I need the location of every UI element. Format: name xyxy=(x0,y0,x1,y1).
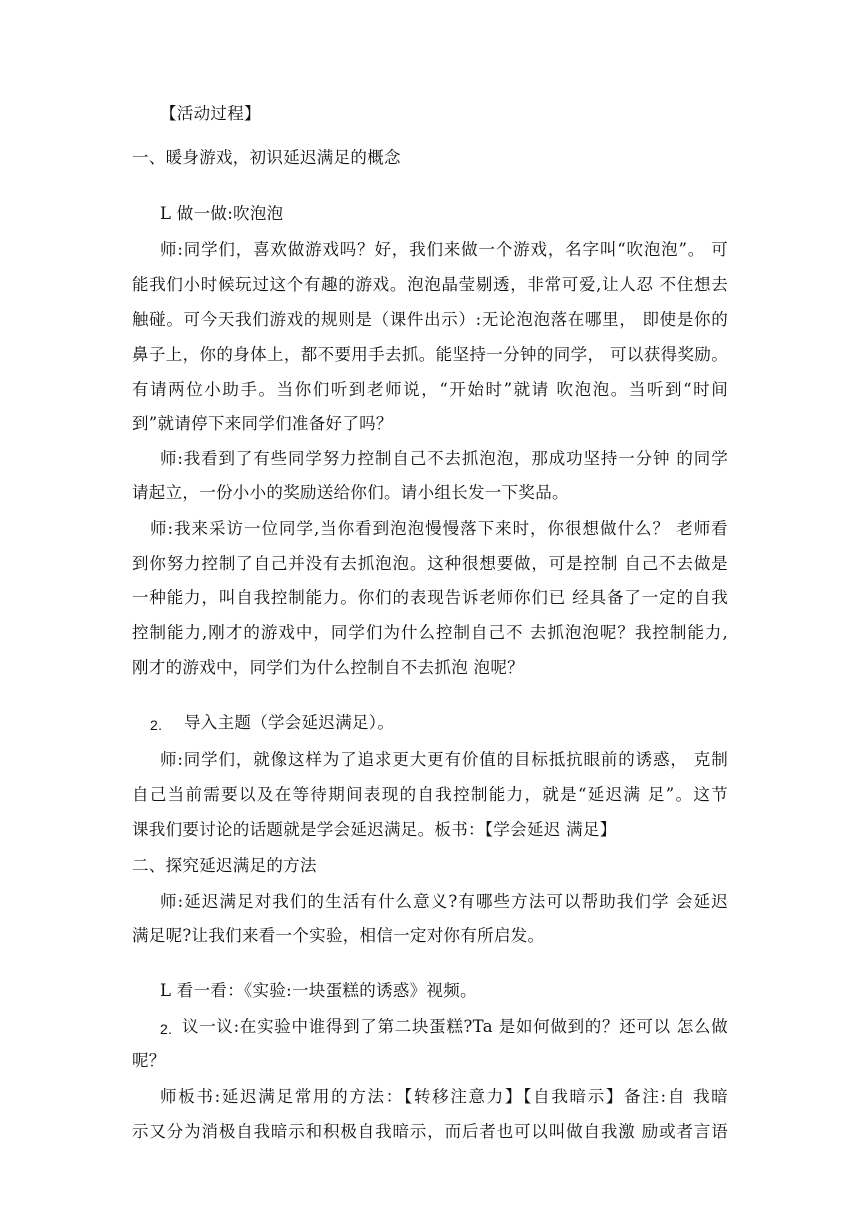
para1-line: 能我们小时候玩过这个有趣的游戏。泡泡晶莹剔透，非常可爱,让人忍 不住想去 xyxy=(132,275,728,294)
para5-line: 师:延迟满足对我们的生活有什么意义?有哪些方法可以帮助我们学 会延迟 xyxy=(160,892,728,911)
item-title-2: 导入主题（学会延迟满足）。 xyxy=(184,713,395,732)
para2-line: 师:我看到了有些同学努力控制自己不去抓泡泡，那成功坚持一分钟 的同学 xyxy=(160,449,728,468)
para3-line: 控制能力,刚才的游戏中，同学们为什么控制自己不 去抓泡泡呢？我控制能力, xyxy=(132,623,728,642)
para1-line: 鼻子上，你的身体上，都不要用手去抓。能坚持一分钟的同学， 可以获得奖励。 xyxy=(132,345,728,364)
para4-line: 课我们要讨论的话题就是学会延迟满足。板书：【学会延迟 满足】 xyxy=(132,820,617,839)
para4-line: 自己当前需要以及在等待期间表现的自我控制能力，就是“延迟满 足”。这节 xyxy=(132,785,728,804)
item-text-4-cont: 呢？ xyxy=(132,1051,166,1070)
para3-line: 一种能力，叫自我控制能力。你们的表现告诉老师你们已 经具备了一定的自我 xyxy=(132,588,728,607)
item-title-1: L 做一做:吹泡泡 xyxy=(160,204,284,223)
para6-line: 师板书:延迟满足常用的方法：【转移注意力】【自我暗示】备注:自 我暗 xyxy=(160,1087,728,1106)
para1-line: 到”就请停下来同学们准备好了吗？ xyxy=(132,414,393,433)
para1-line: 触碰。可今天我们游戏的规则是（课件出示）:无论泡泡落在哪里， 即使是你的 xyxy=(132,310,728,329)
section-title-2: 二、探究延迟满足的方法 xyxy=(132,856,317,875)
activity-heading: 【活动过程】 xyxy=(160,104,261,123)
para5-line: 满足呢?让我们来看一个实验，相信一定对你有所启发。 xyxy=(132,926,545,945)
para3-line: 刚才的游戏中，同学们为什么控制自不去抓泡 泡呢？ xyxy=(132,658,524,677)
item-number-2: 2. xyxy=(150,717,163,733)
item-text-4: 议一议:在实验中谁得到了第二块蛋糕?Ta 是如何做到的？还可以 怎么做 xyxy=(182,1017,728,1036)
para6-line: 示又分为消极自我暗示和积极自我暗示，而后者也可以叫做自我激 励或者言语 xyxy=(132,1122,728,1141)
section-title-1: 一、暖身游戏，初识延迟满足的概念 xyxy=(132,148,401,167)
para2-line: 请起立，一份小小的奖励送给你们。请小组长发一下奖品。 xyxy=(132,483,569,502)
para3-line: 师:我来采访一位同学,当你看到泡泡慢慢落下来时，你很想做什么？ 老师看 xyxy=(150,519,728,538)
para4-line: 师:同学们，就像这样为了追求更大更有价值的目标抵抗眼前的诱惑， 克制 xyxy=(160,750,728,769)
para1-line: 有请两位小助手。当你们听到老师说，“开始时”就请 吹泡泡。当听到“时间 xyxy=(132,380,728,399)
para3-line: 到你努力控制了自己并没有去抓泡泡。这种很想要做，可是控制 自己不去做是 xyxy=(132,554,728,573)
item-number-4: 2. xyxy=(160,1021,173,1037)
item-title-3: L 看一看：《实验:一块蛋糕的诱惑》视频。 xyxy=(160,981,477,1000)
para1-line: 师:同学们，喜欢做游戏吗？好，我们来做一个游戏，名字叫“吹泡泡”。 可 xyxy=(160,240,728,259)
